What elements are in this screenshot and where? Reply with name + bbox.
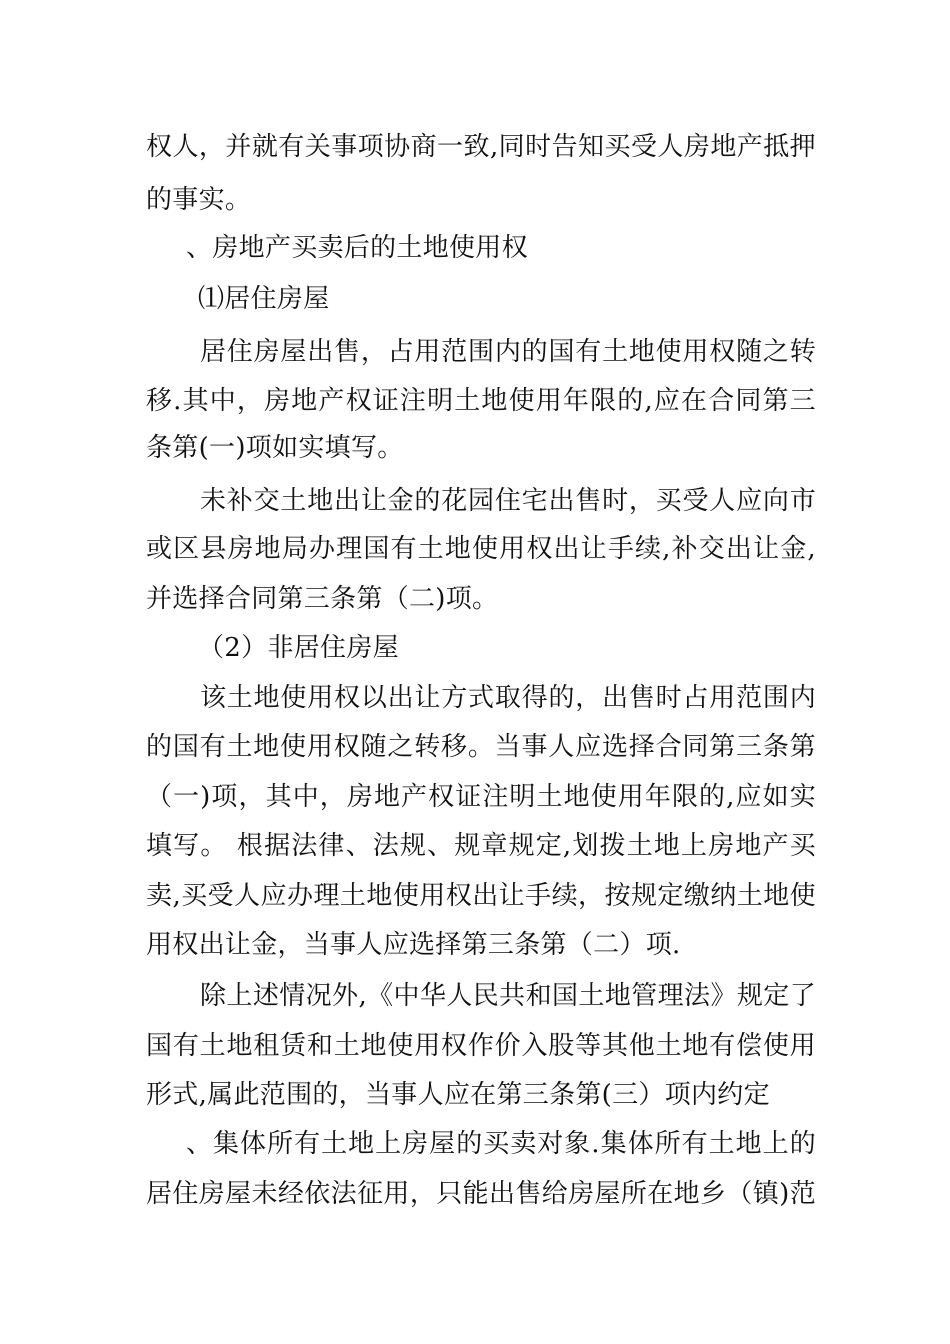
text-line: 移.其中，房地产权证注明土地使用年限的,应在合同第三 — [146, 386, 816, 416]
text-line: 的事实。 — [146, 185, 252, 215]
subsection-heading: ⑴居住房屋 — [198, 284, 330, 314]
section-heading: 、房地产买卖后的土地使用权 — [186, 233, 528, 263]
text-line: 除上述情况外,《中华人民共和国土地管理法》规定了 — [200, 981, 816, 1011]
text-line: 条第(一)项如实填写。 — [146, 433, 404, 463]
text-line: 或区县房地局办理国有土地使用权出让手续,补交出让金, — [146, 534, 816, 564]
text-line: 未补交土地出让金的花园住宅出售时，买受人应向市 — [200, 486, 816, 516]
text-line: 、集体所有土地上房屋的买卖对象.集体所有土地上的 — [186, 1129, 816, 1159]
text-line: 卖,买受人应办理土地使用权出让手续，按规定缴纳土地使 — [146, 881, 816, 911]
text-line: 形式,属此范围的，当事人应在第三条第(三）项内约定 — [146, 1080, 770, 1110]
text-line: 居住房屋出售，占用范围内的国有土地使用权随之转 — [200, 337, 816, 367]
text-line: 用权出让金，当事人应选择第三条第（二）项. — [146, 930, 681, 960]
text-line: 的国有土地使用权随之转移。当事人应选择合同第三条第 — [146, 732, 816, 762]
text-line: （一)项，其中，房地产权证注明土地使用年限的,应如实 — [146, 782, 816, 812]
subsection-heading: （2）非居住房屋 — [198, 633, 399, 663]
text-line: 居住房屋未经依法征用，只能出售给房屋所在地乡（镇)范 — [146, 1179, 816, 1209]
text-line: 权人，并就有关事项协商一致,同时告知买受人房地产抵押 — [146, 132, 816, 162]
text-line: 并选择合同第三条第（二)项。 — [146, 584, 499, 614]
text-line: 填写。 根据法律、法规、规章规定,划拨土地上房地产买 — [146, 831, 816, 861]
text-line: 该土地使用权以出让方式取得的，出售时占用范围内 — [200, 683, 816, 713]
text-line: 国有土地租赁和土地使用权作价入股等其他土地有偿使用 — [146, 1031, 816, 1061]
